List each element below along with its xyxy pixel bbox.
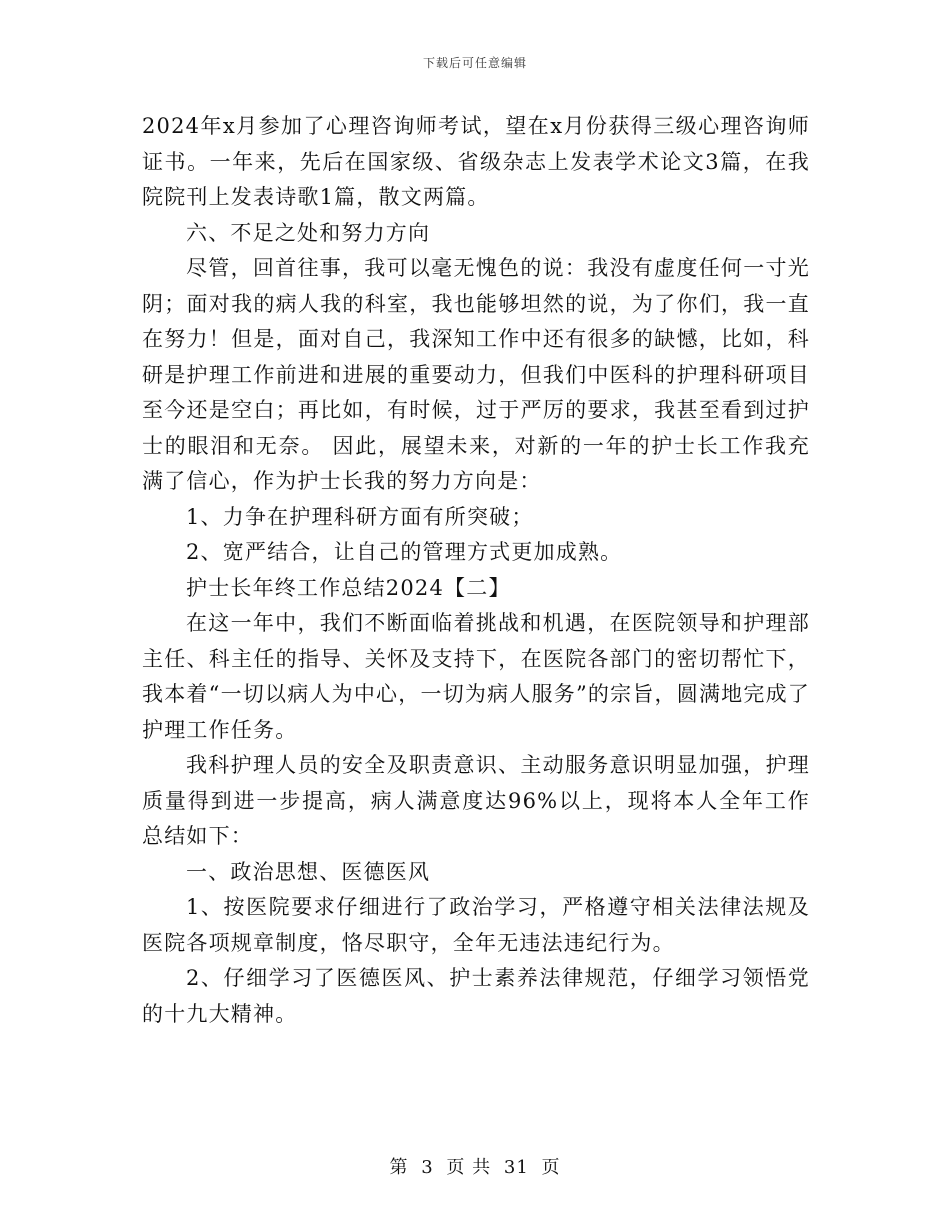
list-item: 2、仔细学习了医德医风、护士素养法律规范，仔细学习领悟党的十九大精神。 <box>142 966 810 1026</box>
paragraph: 我科护理人员的安全及职责意识、主动服务意识明显加强，护理质量得到进一步提高，病人满意度达96%以上，现将本人全年工作总结如下： <box>142 753 810 848</box>
document-body <box>142 109 810 1032</box>
page-current: 3 <box>421 1157 434 1178</box>
paragraph: 2024年x月参加了心理咨询师考试，望在x月份获得三级心理咨询师证书。一年来，先后在国家级、省级杂志上发表学术论文3篇，在我院院刊上发表诗歌1篇，散文两篇。 <box>142 114 810 209</box>
header-note: 下载后可任意编辑 <box>422 56 527 70</box>
paragraph: 在这一年中，我们不断面临着挑战和机遇，在医院领导和护理部主任、科主任的指导、关怀及支持下，在医院各部门的密切帮忙下，我本着“一切以病人为中心，一切为病人服务”的宗旨，圆满地完成了护理工作任务。 <box>142 611 810 742</box>
list-item: 1、力争在护理科研方面有所突破； <box>186 504 534 529</box>
page-suffix: 页 <box>541 1157 561 1178</box>
section-heading: 六、不足之处和努力方向 <box>186 220 431 245</box>
page-number <box>0 1153 950 1179</box>
paragraph: 尽管，回首往事，我可以毫无愧色的说：我没有虚度任何一寸光阴；面对我的病人我的科室，我也能够坦然的说，为了你们，我一直在努力！但是，面对自己，我深知工作中还有很多的缺憾，比如，科研是护理工作前进和进展的重要动力，但我们中医科的护理科研项目至今还是空白；再比如，有时候，过于严厉的要求，我甚至看到过护士的眼泪和无奈。 因此，展望未来，对新的一年的护士长工作我充满了信心，作为护士长我的努力方向是： <box>142 256 810 493</box>
page-middle: 页 共 <box>446 1157 492 1178</box>
page-prefix: 第 <box>389 1157 409 1178</box>
section-heading: 一、政治思想、医德医风 <box>186 859 431 884</box>
list-item: 1、按医院要求仔细进行了政治学习，严格遵守相关法律法规及医院各项规章制度，恪尽职守，全年无违法违纪行为。 <box>142 895 810 955</box>
page-total: 31 <box>503 1157 529 1178</box>
list-item: 2、宽严结合，让自己的管理方式更加成熟。 <box>186 540 623 564</box>
section-title: 护士长年终工作总结2024【二】 <box>186 575 511 600</box>
